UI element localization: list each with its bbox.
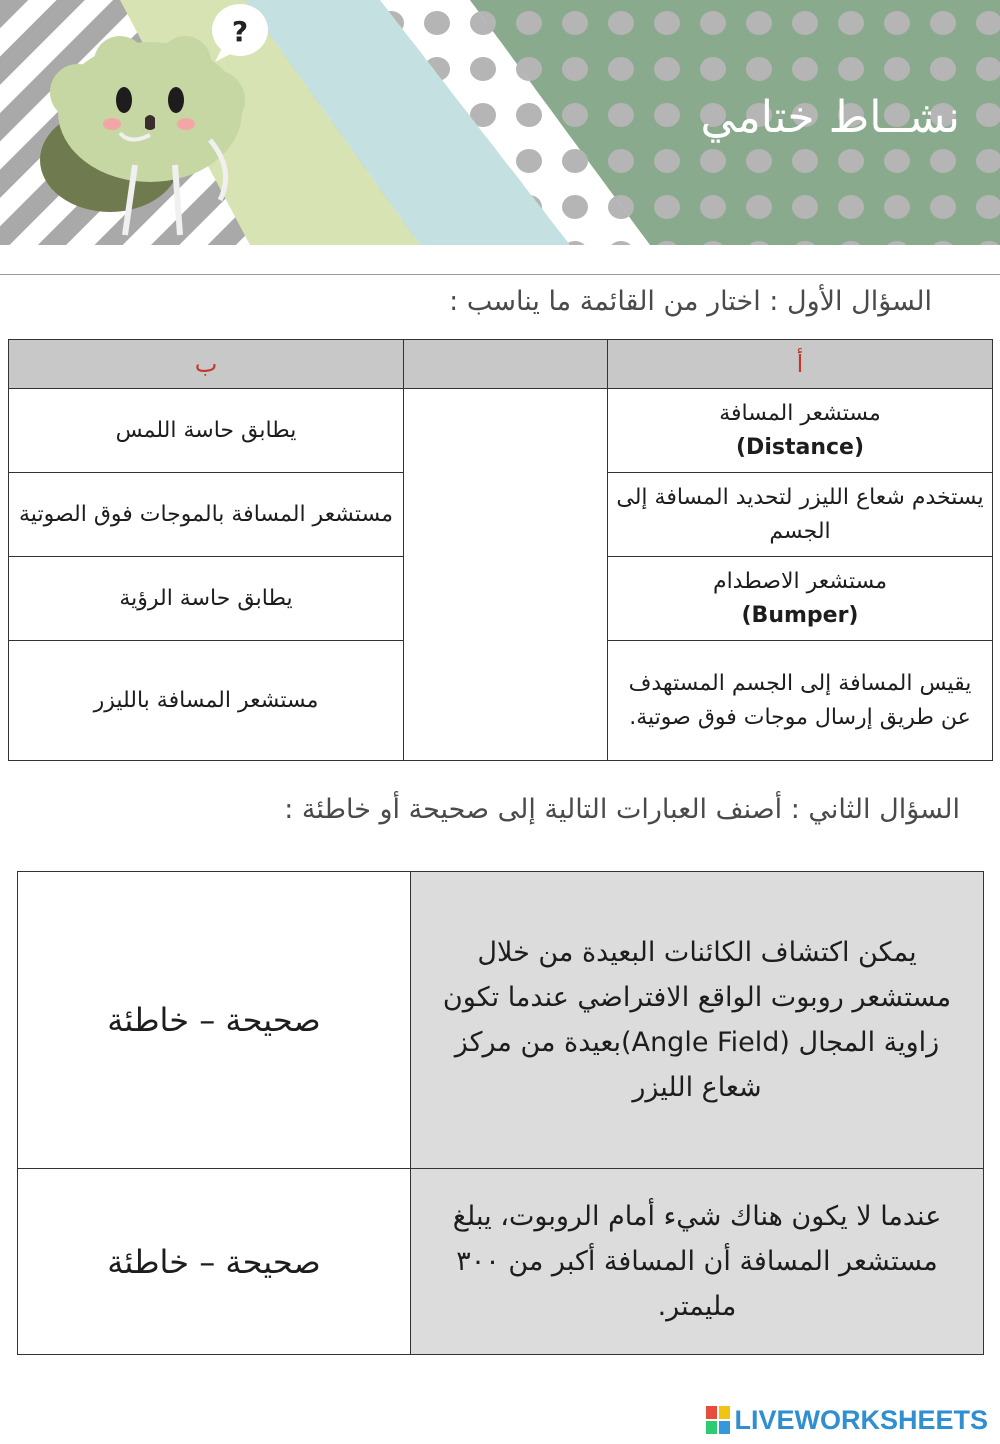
column-a-header: أ — [608, 340, 993, 389]
divider — [0, 274, 1000, 275]
statement-cell: عندما لا يكون هناك شيء أمام الروبوت، يبلغ مستشعر المسافة أن المسافة أكبر من ٣٠٠ مليمتر. — [411, 1169, 984, 1355]
column-a-text: مستشعر الاصطدام — [712, 568, 888, 594]
table-row — [18, 872, 984, 1169]
column-a-english: (Distance) — [736, 434, 864, 460]
column-a-cell: يقيس المسافة إلى الجسم المستهدف عن طريق إرسال موجات فوق صوتية. — [608, 641, 993, 761]
question-mark-icon: ? — [231, 15, 249, 48]
column-b-cell[interactable]: مستشعر المسافة بالموجات فوق الصوتية — [9, 473, 404, 557]
column-b-cell[interactable]: يطابق حاسة الرؤية — [9, 557, 404, 641]
true-false-table — [17, 871, 984, 1355]
question-1-heading: السؤال الأول : اختار من القائمة ما يناسب : — [449, 286, 932, 317]
table-row — [18, 1169, 984, 1355]
true-false-dropdown[interactable]: صحيحة – خاطئة — [18, 1169, 411, 1355]
column-a-cell: يستخدم شعاع الليزر لتحديد المسافة إلى الجسم — [608, 473, 993, 557]
column-b-cell[interactable]: مستشعر المسافة بالليزر — [9, 641, 404, 761]
column-a-cell — [608, 389, 993, 473]
true-false-dropdown[interactable]: صحيحة – خاطئة — [18, 872, 411, 1169]
table-row — [9, 389, 993, 473]
column-a-english: (Bumper) — [741, 602, 859, 628]
column-b-cell[interactable]: يطابق حاسة اللمس — [9, 389, 404, 473]
column-a-cell — [608, 557, 993, 641]
liveworksheets-logo[interactable] — [706, 1404, 988, 1436]
matching-table-header — [9, 340, 993, 389]
question-2-heading: السؤال الثاني : أصنف العبارات التالية إلى صحيحة أو خاطئة : — [284, 794, 960, 825]
statement-cell: يمكن اكتشاف الكائنات البعيدة من خلال مستشعر روبوت الواقع الافتراضي عندما تكون زاوية المجال (Angle Field)بعيدة من مركز شعاع الليزر — [411, 872, 984, 1169]
column-b-header: ب — [9, 340, 404, 389]
brand-name: LIVEWORKSHEETS — [734, 1404, 988, 1435]
logo-icon — [706, 1406, 730, 1434]
column-answer-header — [404, 340, 608, 389]
matching-table — [8, 339, 993, 761]
page-title: نشــاط ختامي — [700, 92, 960, 143]
column-a-text: مستشعر المسافة — [719, 400, 881, 426]
header-banner — [0, 0, 1000, 245]
answer-drop-zone[interactable] — [404, 389, 608, 761]
